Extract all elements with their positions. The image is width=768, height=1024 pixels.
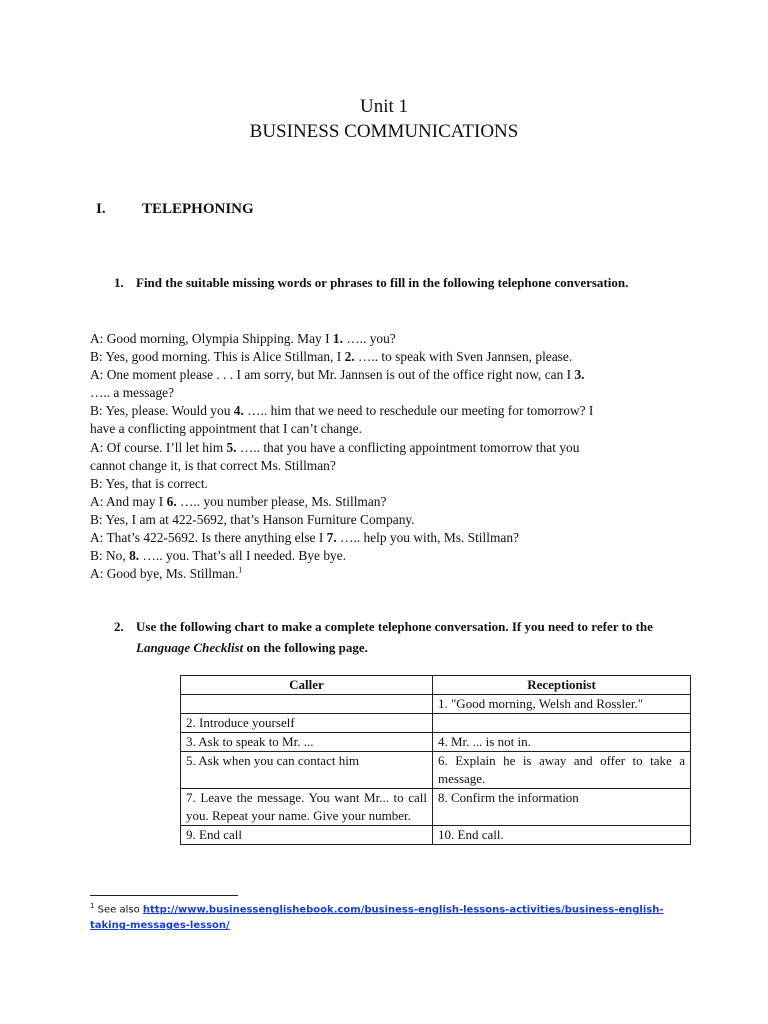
- dialogue-text: A: And may I: [90, 493, 167, 509]
- dialogue-text: B: Yes, good morning. This is Alice Stillman, I: [90, 349, 345, 365]
- blank-number: 2.: [344, 349, 355, 365]
- receptionist-cell: 4. Mr. ... is not in.: [433, 733, 691, 752]
- blank-number: 5.: [226, 439, 237, 455]
- dialogue-text: ….. you number please, Ms. Stillman?: [176, 493, 387, 509]
- blank-number: 6.: [166, 493, 177, 509]
- footnote-link[interactable]: http://www.businessenglishebook.com/business-english-lessons-activities/business-english-taking-messages-lesson/: [90, 904, 664, 932]
- dialogue-text: B: No,: [90, 548, 130, 564]
- receptionist-cell: 1. "Good morning, Welsh and Rossler.": [433, 695, 691, 714]
- caller-cell: 9. End call: [181, 826, 433, 845]
- dialogue-line: [90, 366, 690, 384]
- dialogue-text: ….. to speak with Sven Jannsen, please.: [354, 349, 573, 365]
- dialogue-line: [90, 547, 690, 565]
- section-number: I.: [96, 201, 106, 217]
- question-1-text: Find the suitable missing words or phrases to fill in the following telephone conversation.: [136, 275, 629, 290]
- caller-cell: 5. Ask when you can contact him: [181, 752, 433, 789]
- blank-number: 7.: [326, 530, 337, 546]
- dialogue-line: [90, 330, 690, 348]
- dialogue-text: ….. you. That’s all I needed. Bye bye.: [139, 548, 346, 564]
- caller-cell: 3. Ask to speak to Mr. ...: [181, 733, 433, 752]
- page-title: BUSINESS COMMUNICATIONS: [249, 121, 519, 142]
- caller-cell: [181, 695, 433, 714]
- footnote-prefix: See also: [94, 904, 143, 916]
- question-2: [114, 616, 674, 660]
- dialogue-text: have a conflicting appointment that I can’t change.: [90, 421, 362, 437]
- blank-number: 8.: [129, 548, 140, 564]
- dialogue-text: B: Yes, please. Would you: [90, 403, 234, 419]
- dialogue-line: [90, 565, 690, 583]
- receptionist-cell: 10. End call.: [433, 826, 691, 845]
- dialogue-text: ….. help you with, Ms. Stillman?: [336, 530, 519, 546]
- blank-number: 1.: [332, 331, 343, 346]
- dialogue-text: ….. a message?: [90, 385, 175, 401]
- receptionist-cell: 6. Explain he is away and offer to take a message.: [433, 752, 691, 789]
- caller-cell: 2. Introduce yourself: [181, 714, 433, 733]
- chart-row: [181, 714, 691, 733]
- dialogue-text: A: Good bye, Ms. Stillman.: [90, 566, 239, 582]
- unit-label: Unit 1: [359, 96, 409, 117]
- dialogue-line: [90, 384, 690, 402]
- dialogue-text: A: One moment please . . . I am sorry, but Mr. Jannsen is out of the office right now, can I: [90, 367, 575, 383]
- dialogue-line: [90, 511, 690, 529]
- chart-row: [181, 695, 691, 714]
- chart-row: [181, 826, 691, 845]
- dialogue: [90, 330, 690, 583]
- dialogue-line: [90, 475, 690, 493]
- dialogue-line: [90, 402, 690, 420]
- dialogue-text: ….. you?: [342, 331, 396, 346]
- caller-cell: 7. Leave the message. You want Mr... to call you. Repeat your name. Give your number.: [181, 789, 433, 826]
- dialogue-text: ….. that you have a conflicting appointment tomorrow that you: [236, 439, 580, 455]
- chart-header-row: [181, 676, 691, 695]
- dialogue-text: ….. him that we need to reschedule our meeting for tomorrow? I: [243, 403, 594, 419]
- header-receptionist: Receptionist: [433, 676, 691, 695]
- language-checklist-ref: Language Checklist: [136, 640, 244, 655]
- dialogue-text: cannot change it, is that correct Ms. Stillman?: [90, 457, 336, 473]
- chart-row: [181, 752, 691, 789]
- question-1: [114, 272, 674, 316]
- header-caller: Caller: [181, 676, 433, 695]
- question-2-text-after: on the following page.: [243, 640, 368, 655]
- dialogue-text: A: Of course. I’ll let him: [90, 439, 227, 455]
- dialogue-text: A: Good morning, Olympia Shipping. May I: [90, 331, 333, 346]
- chart-row: [181, 733, 691, 752]
- dialogue-text: B: Yes, that is correct.: [90, 475, 208, 491]
- dialogue-text: A: That’s 422-5692. Is there anything else I: [90, 530, 327, 546]
- question-2-text-before: Use the following chart to make a complete telephone conversation. If you need to refer to the: [136, 619, 653, 634]
- dialogue-text: B: Yes, I am at 422-5692, that’s Hanson Furniture Company.: [90, 511, 415, 527]
- conversation-chart: [180, 675, 691, 845]
- section-heading: TELEPHONING: [142, 201, 254, 217]
- receptionist-cell: [433, 714, 691, 733]
- question-2-text: [136, 616, 666, 658]
- question-2-number: 2.: [114, 619, 124, 634]
- receptionist-cell: 8. Confirm the information: [433, 789, 691, 826]
- blank-number: 3.: [574, 367, 585, 383]
- dialogue-line: [90, 493, 690, 511]
- blank-number: 4.: [233, 403, 244, 419]
- dialogue-line: [90, 348, 690, 366]
- footnote: [90, 898, 690, 934]
- question-1-number: 1.: [114, 275, 124, 290]
- dialogue-line: [90, 529, 690, 547]
- dialogue-line: [90, 457, 690, 475]
- chart-row: [181, 789, 691, 826]
- dialogue-line: [90, 420, 690, 438]
- dialogue-line: [90, 439, 690, 457]
- footnote-ref: 1: [238, 565, 243, 575]
- footnote-mark: 1: [90, 902, 95, 910]
- footnote-rule: [90, 895, 238, 896]
